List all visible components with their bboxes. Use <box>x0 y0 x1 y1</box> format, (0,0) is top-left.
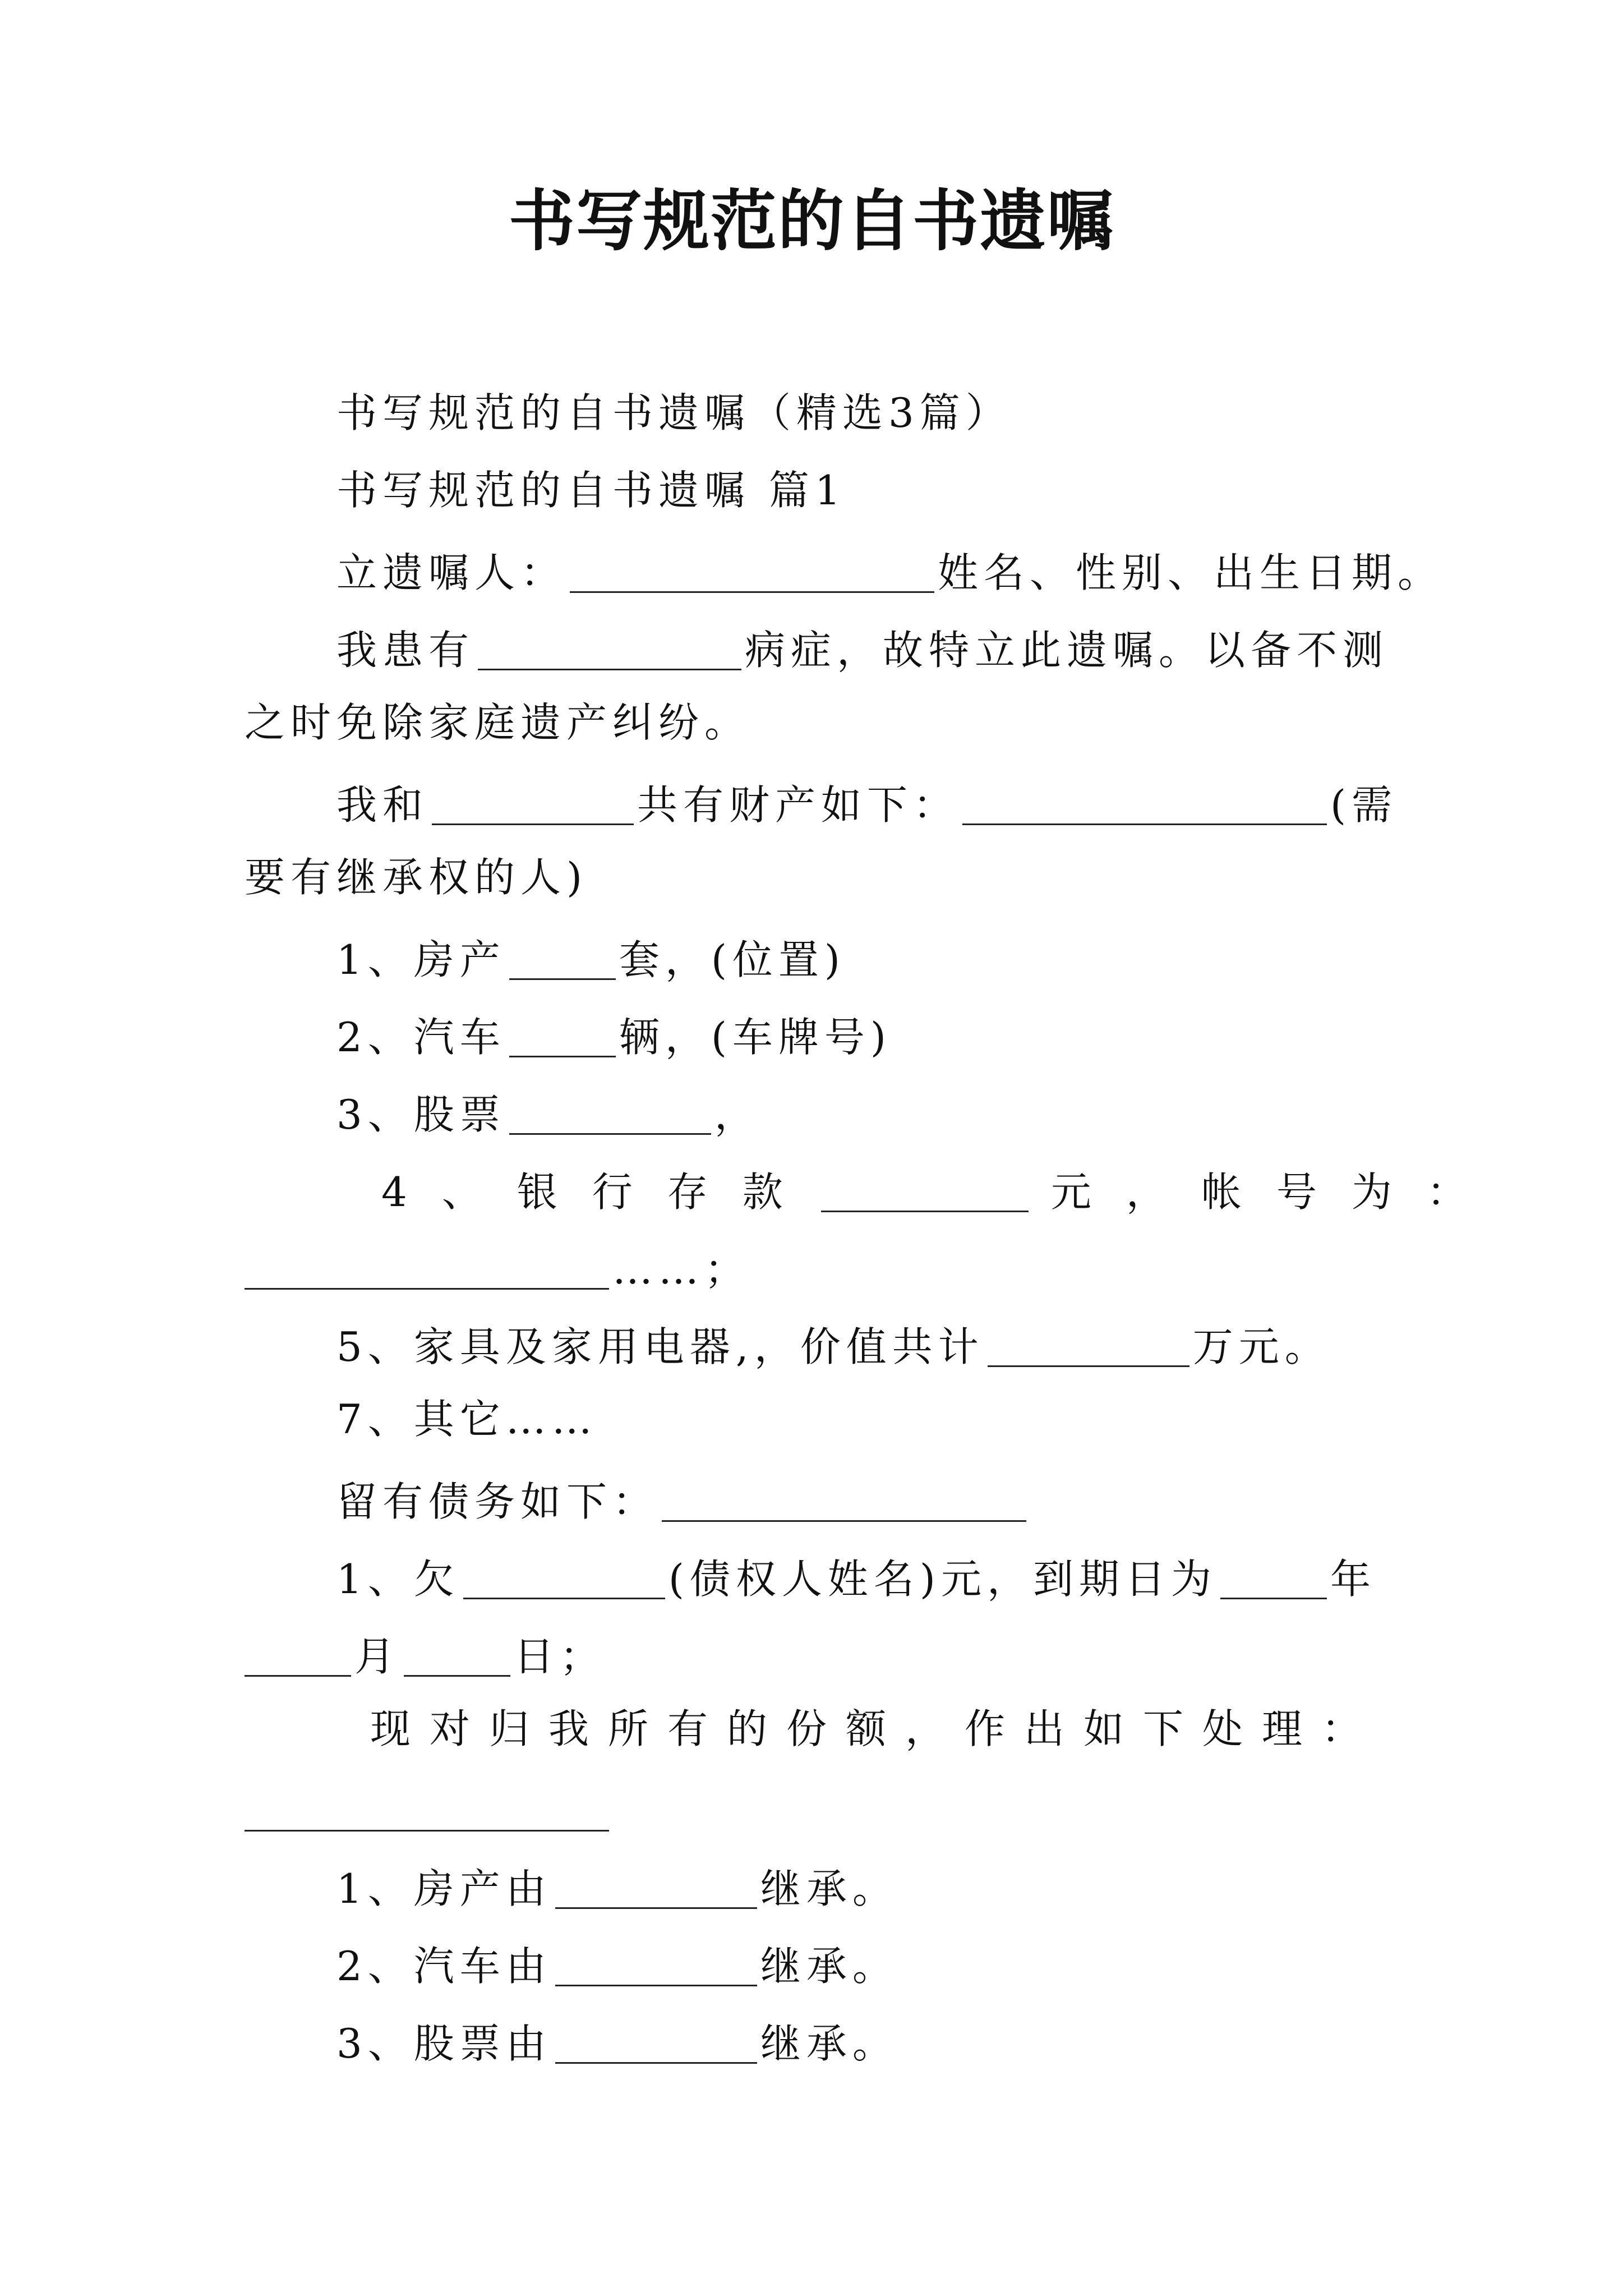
illness-line <box>336 625 1389 674</box>
text: 套，(位置) <box>619 936 846 983</box>
text: 继承。 <box>760 1865 898 1912</box>
text: 日； <box>514 1633 606 1680</box>
text: 共有财产如下： <box>637 781 960 829</box>
text: 留有债务如下： <box>336 1478 659 1525</box>
text: 我患有 <box>336 627 475 674</box>
text: ， <box>714 1091 760 1138</box>
section-heading <box>336 467 846 514</box>
list-item <box>336 1012 892 1061</box>
illness-line-cont <box>245 699 751 746</box>
text: 2、汽车 <box>336 1014 506 1061</box>
list-item <box>381 1167 1502 1216</box>
debt-item <box>336 1554 1377 1603</box>
blank-field <box>1220 1554 1327 1599</box>
text: 年 <box>1330 1556 1377 1603</box>
text: 4、银行存款 <box>381 1168 818 1216</box>
text: 7、其它…… <box>336 1396 598 1443</box>
text: 2、汽车由 <box>336 1943 552 1990</box>
blank-field <box>988 1322 1189 1367</box>
disposition-heading <box>370 1705 1381 1752</box>
text: 我和 <box>336 781 429 829</box>
text: 之时免除家庭遗产纠纷。 <box>245 699 751 746</box>
text: (需 <box>1330 781 1398 829</box>
text: 1、欠 <box>336 1556 460 1603</box>
text: 元，帐号为： <box>1050 1168 1502 1216</box>
text: 要有继承权的人) <box>245 854 588 901</box>
section-heading-text: 书写规范的自书遗嘱 篇1 <box>336 467 846 514</box>
blank-field <box>570 547 934 593</box>
list-item <box>336 935 846 983</box>
text: 病症，故特立此遗嘱。以备不测 <box>745 627 1389 674</box>
blank-field <box>463 1554 665 1599</box>
testator-line <box>336 547 1444 596</box>
blank-field <box>478 625 741 670</box>
blank-field <box>432 780 634 825</box>
subtitle-text: 书写规范的自书遗嘱（精选3篇） <box>336 389 1012 436</box>
list-item <box>336 1396 598 1443</box>
blank-field <box>555 2018 757 2064</box>
blank-field <box>555 1941 757 1986</box>
text: 5、家具及家用电器,，价值共计 <box>336 1323 984 1370</box>
text: 辆，(车牌号) <box>619 1014 892 1061</box>
blank-field <box>509 1012 616 1057</box>
blank-field <box>509 935 616 980</box>
blank-field <box>509 1089 711 1135</box>
text: 1、房产由 <box>336 1865 552 1912</box>
disposition-item <box>336 2018 898 2067</box>
blank-field <box>662 1476 1026 1522</box>
text: 3、股票由 <box>336 2020 552 2067</box>
text: 立遗嘱人： <box>336 549 567 596</box>
document-title: 书写规范的自书遗嘱 <box>508 182 1114 260</box>
list-item <box>336 1322 1331 1370</box>
list-item-cont <box>245 1244 751 1293</box>
blank-field <box>245 1786 609 1832</box>
blank-field <box>821 1167 1029 1212</box>
text: 继承。 <box>760 2020 898 2067</box>
text: 继承。 <box>760 1943 898 1990</box>
blank-field <box>245 1244 609 1290</box>
text: 3、股票 <box>336 1091 506 1138</box>
property-line-cont <box>245 854 588 901</box>
blank-field <box>245 1631 351 1677</box>
text: (债权人姓名)元，到期日为 <box>668 1556 1217 1603</box>
disposition-item <box>336 1941 898 1990</box>
disposition-item <box>336 1864 898 1912</box>
text: ……； <box>612 1246 751 1293</box>
blank-field <box>962 780 1327 825</box>
debt-heading <box>336 1476 1030 1525</box>
disposition-heading-cont <box>245 1786 612 1832</box>
text: 月 <box>354 1633 401 1680</box>
text: 姓名、性别、出生日期。 <box>938 549 1444 596</box>
blank-field <box>404 1631 510 1677</box>
list-item <box>336 1089 760 1138</box>
blank-field <box>555 1864 757 1909</box>
text: 现对归我所有的份额，作出如下处理： <box>370 1705 1381 1752</box>
debt-item-cont <box>245 1631 606 1680</box>
text: 万元。 <box>1192 1323 1331 1370</box>
text: 1、房产 <box>336 936 506 983</box>
property-line <box>336 780 1398 829</box>
subtitle-line <box>336 389 1012 436</box>
